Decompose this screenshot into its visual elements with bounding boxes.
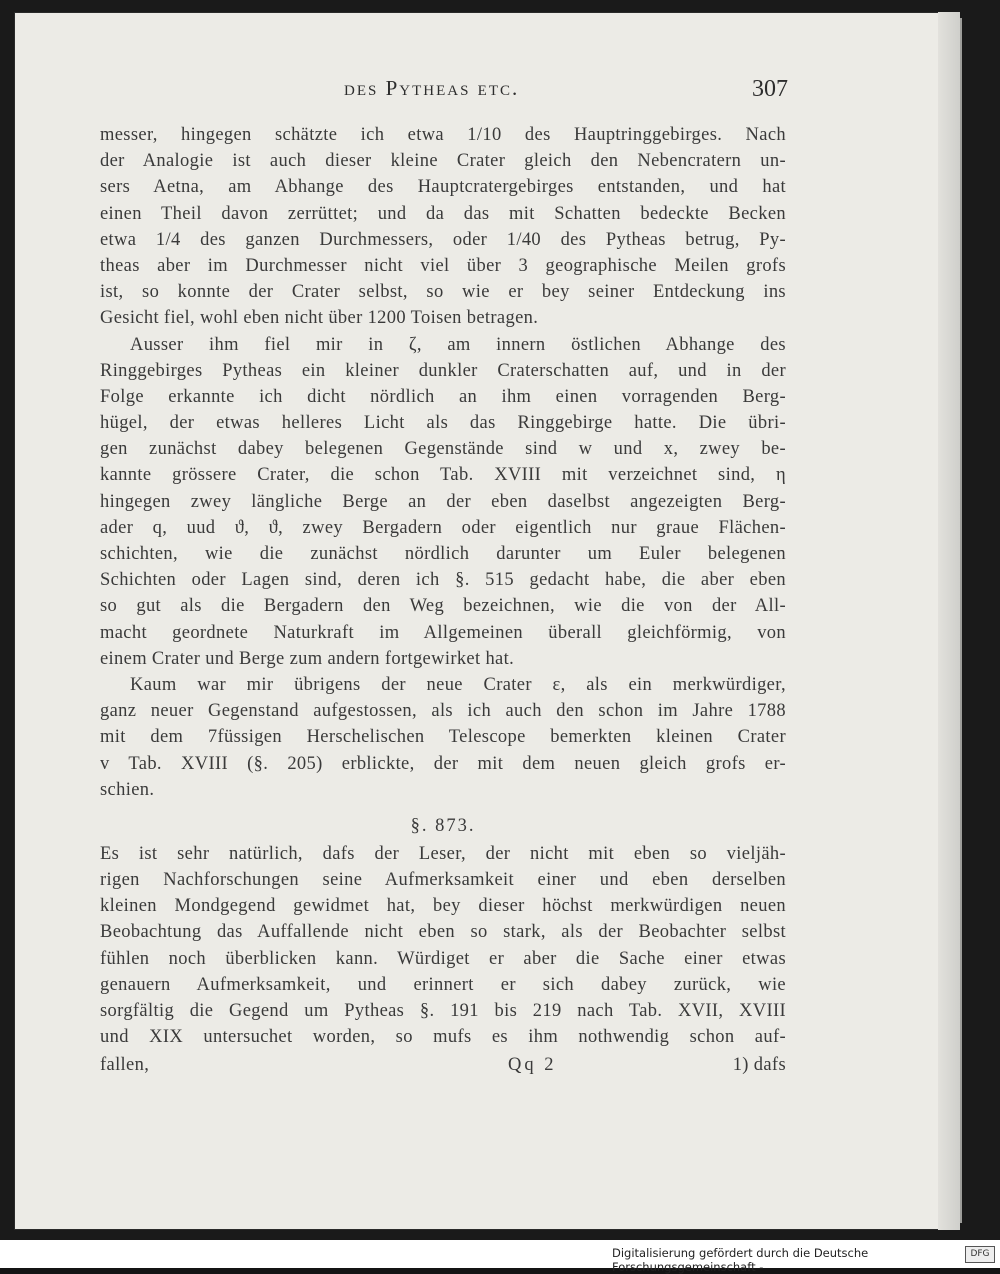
text-line: gen zunächst dabey belegenen Gegenstände sind w und x, zwey be- bbox=[100, 439, 786, 460]
paragraph-4 bbox=[100, 841, 786, 1051]
text-line: der Analogie ist auch dieser kleine Crater gleich den Nebencratern un- bbox=[100, 151, 786, 172]
text-line: mit dem 7füssigen Herschelischen Telescope bemerkten kleinen Crater bbox=[100, 727, 786, 748]
text-line: Schichten oder Lagen sind, deren ich §. 515 gedacht habe, die aber eben bbox=[100, 570, 786, 591]
page-gutter-shadow bbox=[938, 12, 960, 1230]
text-line: ganz neuer Gegenstand aufgestossen, als ich auch den schon im Jahre 1788 bbox=[100, 701, 786, 722]
text-line: kannte grössere Crater, die schon Tab. XVIII mit verzeichnet sind, η bbox=[100, 465, 786, 486]
text-line: so gut als die Bergadern den Weg bezeichnen, wie die von der All- bbox=[100, 596, 786, 617]
text-line: fühlen noch überblicken kann. Würdiget er aber die Sache einer etwas bbox=[100, 948, 786, 969]
paragraph-3 bbox=[100, 672, 786, 803]
catchline bbox=[100, 1052, 786, 1078]
text-line: kleinen Mondgegend gewidmet hat, bey dieser höchst merkwürdigen neuen bbox=[100, 896, 786, 917]
text-line: theas aber im Durchmesser nicht viel über 3 geographische Meilen grofs bbox=[100, 255, 786, 276]
text-line: schien. bbox=[100, 779, 155, 800]
section-heading: §. 873. bbox=[410, 815, 476, 836]
catchword: 1) dafs bbox=[732, 1055, 786, 1076]
last-line-text: fallen, bbox=[100, 1055, 150, 1076]
text-line: genauern Aufmerksamkeit, und erinnert er sich dabey zurück, wie bbox=[100, 974, 786, 995]
signature-mark: Qq 2 bbox=[508, 1055, 557, 1076]
running-title: des Pytheas etc. bbox=[344, 76, 520, 100]
page-edge-line bbox=[960, 18, 962, 1223]
text-line: rigen Nachforschungen seine Aufmerksamkeit einer und eben derselben bbox=[100, 870, 786, 891]
text-line: Ausser ihm fiel mir in ζ, am innern östlichen Abhange des bbox=[130, 334, 786, 355]
footer-bar bbox=[0, 1240, 1000, 1274]
text-line: v Tab. XVIII (§. 205) erblickte, der mit dem neuen gleich grofs er- bbox=[100, 753, 786, 774]
text-line: hingegen zwey längliche Berge an der eben daselbst angezeigten Berg- bbox=[100, 491, 786, 512]
text-line: etwa 1/4 des ganzen Durchmessers, oder 1/40 des Pytheas betrug, Py- bbox=[100, 229, 786, 250]
text-line: ader q, uud ϑ, ϑ, zwey Bergadern oder eigentlich nur graue Flächen- bbox=[100, 517, 786, 538]
text-line: messer, hingegen schätzte ich etwa 1/10 des Hauptringgebirges. Nach bbox=[100, 125, 786, 145]
text-line: und XIX untersuchet worden, so mufs es ihm nothwendig schon auf- bbox=[100, 1027, 786, 1048]
text-body bbox=[100, 122, 786, 1078]
text-line: einen Theil davon zerrüttet; und da das mit Schatten bedeckte Becken bbox=[100, 203, 786, 224]
page-number: 307 bbox=[752, 76, 788, 102]
paragraph-1 bbox=[100, 122, 786, 332]
text-line: Gesicht fiel, wohl eben nicht über 1200 Toisen betragen. bbox=[100, 308, 539, 329]
paragraph-2 bbox=[100, 332, 786, 672]
footer-credit: Digitalisierung gefördert durch die Deutsche Forschungsgemeinschaft - bbox=[612, 1246, 869, 1274]
text-line: macht geordnete Naturkraft im Allgemeinen überall gleichförmig, von bbox=[100, 622, 786, 643]
book-page bbox=[14, 12, 960, 1230]
running-head bbox=[14, 76, 960, 106]
text-line: schichten, wie die zunächst nördlich darunter um Euler belegenen bbox=[100, 544, 786, 564]
text-line: Folge erkannte ich dicht nördlich an ihm einen vorragenden Berg- bbox=[100, 386, 786, 407]
text-line: Ringgebirges Pytheas ein kleiner dunkler Craterschatten auf, und in der bbox=[100, 360, 786, 381]
text-line: Beobachtung das Auffallende nicht eben so stark, als der Beobachter selbst bbox=[100, 922, 786, 943]
text-line: Es ist sehr natürlich, dafs der Leser, der nicht mit eben so vieljäh- bbox=[100, 843, 786, 864]
text-line: sorgfältig die Gegend um Pytheas §. 191 bis 219 nach Tab. XVII, XVIII bbox=[100, 1001, 786, 1021]
text-line: ist, so konnte der Crater selbst, so wie er bey seiner Entdeckung ins bbox=[100, 282, 786, 303]
text-line: Kaum war mir übrigens der neue Crater ε, als ein merkwürdiger, bbox=[130, 674, 786, 695]
text-line: einem Crater und Berge zum andern fortgewirket hat. bbox=[100, 648, 515, 669]
text-line: sers Aetna, am Abhange des Hauptcratergebirges entstanden, und hat bbox=[100, 177, 786, 198]
dfg-logo-icon: DFG bbox=[965, 1246, 995, 1263]
text-line: hügel, der etwas helleres Licht als das Ringgebirge hatte. Die übri- bbox=[100, 413, 786, 434]
